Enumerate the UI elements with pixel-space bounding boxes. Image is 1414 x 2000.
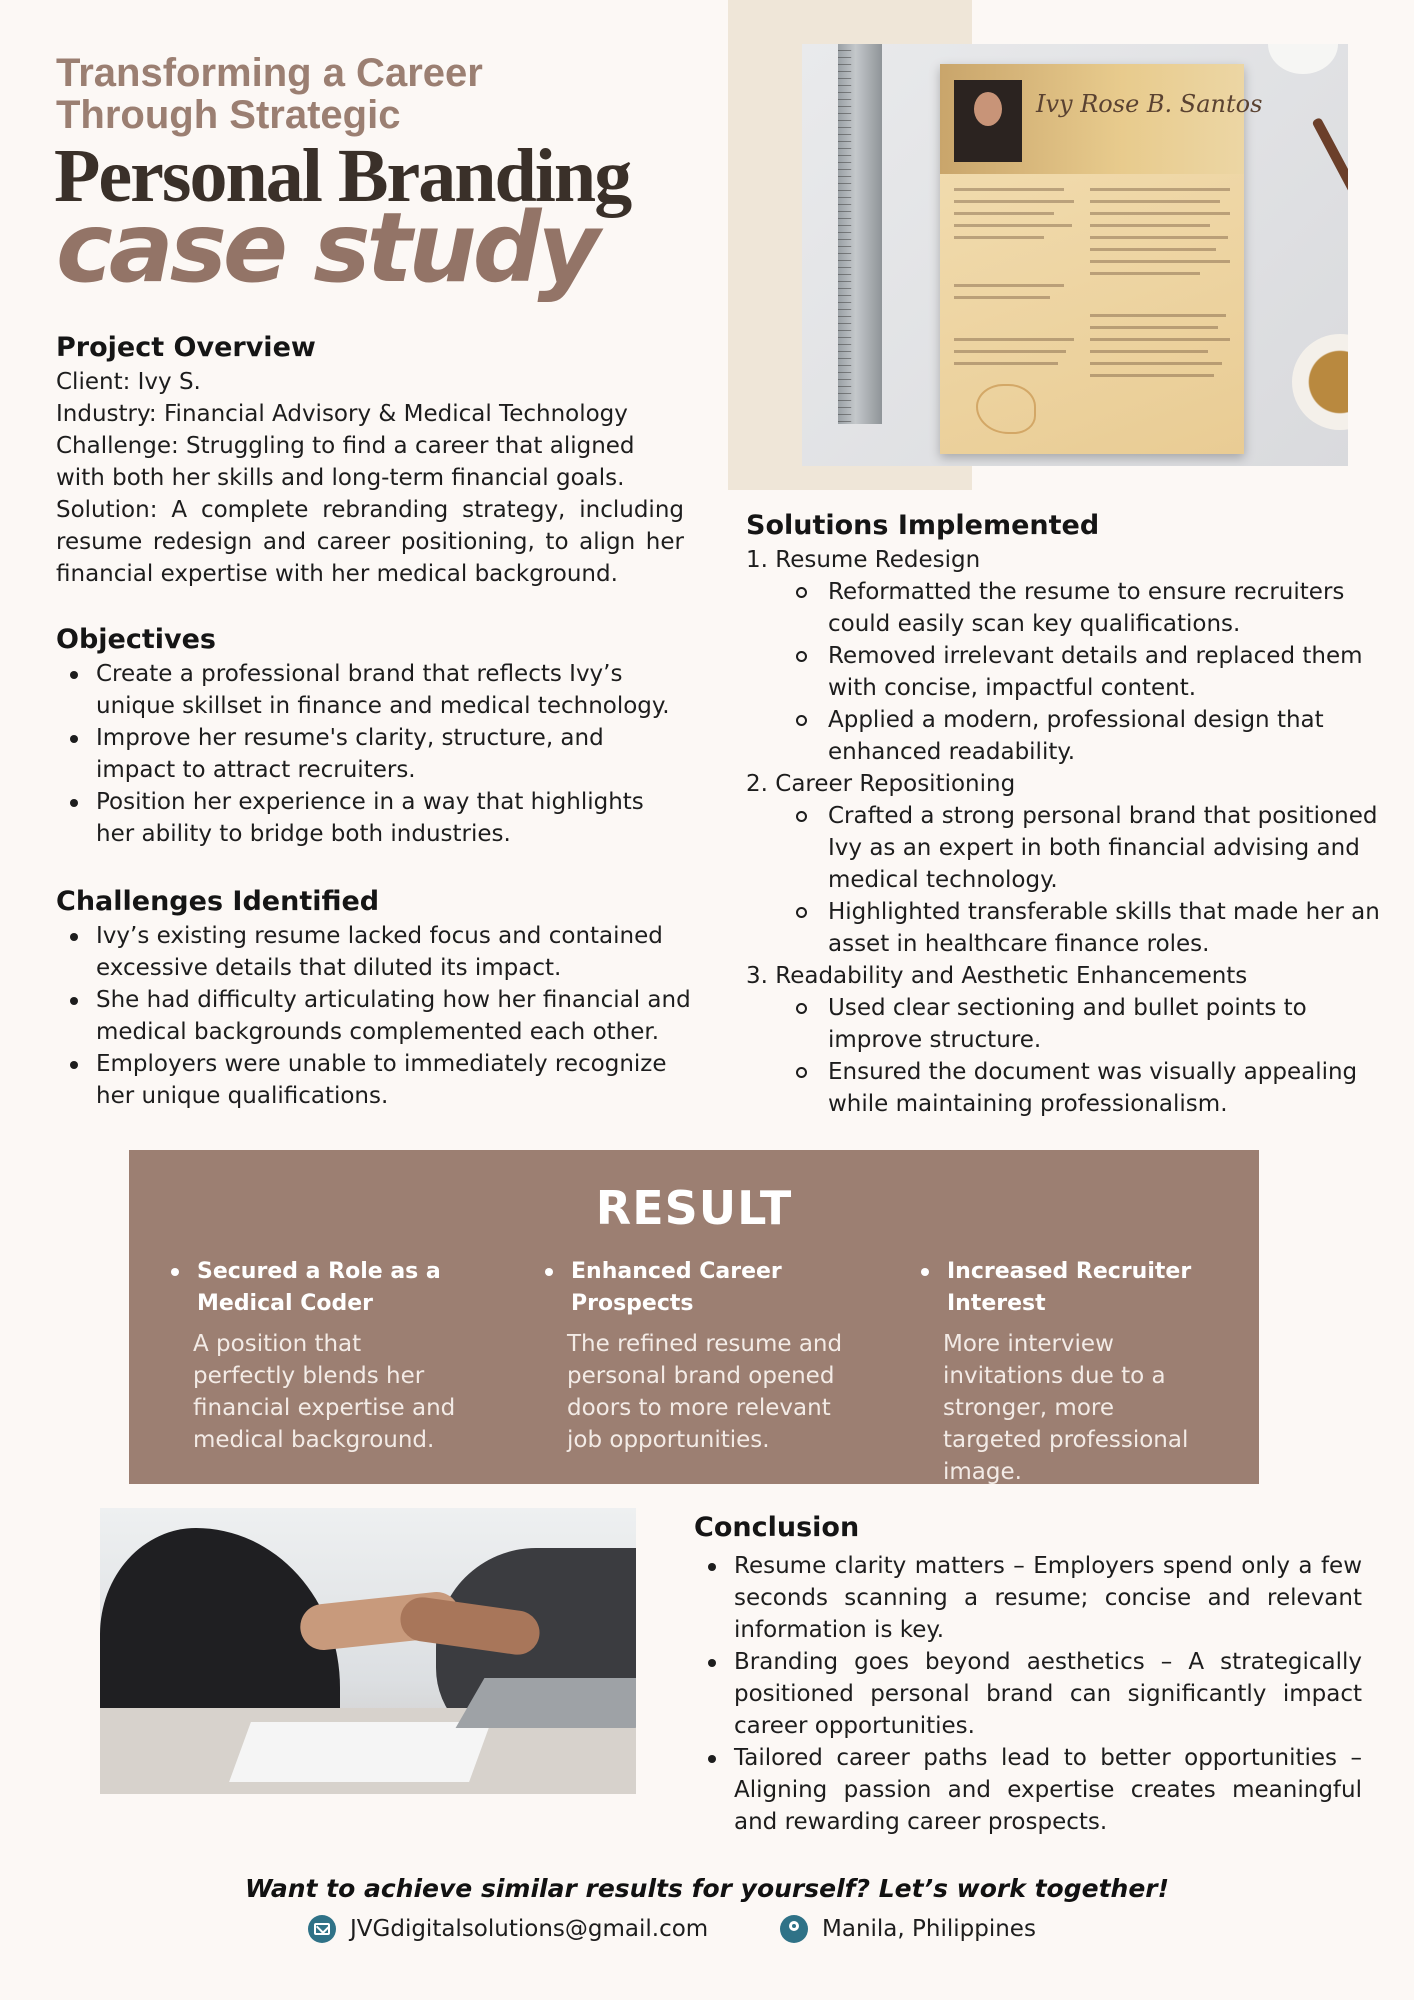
list-item: She had difficulty articulating how her financial and medical backgrounds complemented each other. (56, 984, 696, 1048)
location-contact (780, 1912, 1036, 1946)
result-item (543, 1256, 863, 1456)
objectives-heading: Objectives (56, 624, 216, 655)
pen-graphic (1311, 117, 1348, 201)
project-overview-heading: Project Overview (56, 332, 316, 363)
list-item: Improve her resume's clarity, structure, and impact to attract recruiters. (56, 722, 686, 786)
result-item (919, 1256, 1219, 1488)
ruler-graphic (838, 44, 882, 424)
list-item: Ensured the document was visually appealing while maintaining professionalism. (746, 1056, 1386, 1120)
kicker-line-2: Through Strategic (56, 93, 401, 137)
solution-group (746, 768, 1386, 960)
challenges-list (56, 920, 696, 1112)
list-item: Reformatted the resume to ensure recruiters could easily scan key qualifications. (746, 576, 1386, 640)
list-item: Ivy’s existing resume lacked focus and contained excessive details that diluted its impact. (56, 920, 696, 984)
list-item: Crafted a strong personal brand that positioned Ivy as an expert in both financial advising and medical technology. (746, 800, 1386, 896)
conclusion-list (694, 1550, 1362, 1838)
solution-group (746, 960, 1386, 1120)
page-subtitle: case study (56, 192, 597, 304)
list-item: Position her experience in a way that highlights her ability to bridge both industries. (56, 786, 686, 850)
coffee-cup-graphic (1292, 334, 1348, 430)
result-item-title: Enhanced Career Prospects (543, 1256, 863, 1320)
list-item: Branding goes beyond aesthetics – A strategically positioned personal brand can significantly impact career opportunities. (694, 1646, 1362, 1742)
plate-graphic (1268, 44, 1338, 74)
client-line: Client: Ivy S. (56, 369, 201, 395)
page-title: Personal Branding (54, 134, 631, 218)
conclusion-heading: Conclusion (694, 1512, 860, 1543)
solution-group-title: 1. Resume Redesign (746, 547, 981, 573)
call-to-action: Want to achieve similar results for yourself? Let’s work together! (244, 1874, 1170, 1903)
list-item: Used clear sectioning and bullet points to improve structure. (746, 992, 1386, 1056)
challenges-heading: Challenges Identified (56, 886, 380, 917)
solutions-list (746, 544, 1386, 1120)
list-item: Resume clarity matters – Employers spend only a few seconds scanning a resume; concise and relevant information is key. (694, 1550, 1362, 1646)
result-heading: RESULT (595, 1181, 793, 1235)
solution-line: Solution: A complete rebranding strategy, including resume redesign and career positioning, to align her financial expertise with her medical background. (56, 497, 684, 587)
resume-mockup-image (802, 44, 1348, 466)
list-item: Employers were unable to immediately recognize her unique qualifications. (56, 1048, 696, 1112)
location-text: Manila, Philippines (822, 1916, 1036, 1942)
list-item: Highlighted transferable skills that made her an asset in healthcare finance roles. (746, 896, 1386, 960)
solution-group-title: 3. Readability and Aesthetic Enhancements (746, 963, 1248, 989)
resume-paper (940, 64, 1263, 454)
result-item (169, 1256, 469, 1456)
result-item-body: The refined resume and personal brand opened doors to more relevant job opportunities. (567, 1331, 843, 1453)
project-overview-section (56, 330, 684, 590)
list-item: Removed irrelevant details and replaced them with concise, impactful content. (746, 640, 1386, 704)
list-item: Applied a modern, professional design that enhanced readability. (746, 704, 1386, 768)
result-panel (129, 1150, 1259, 1484)
result-item-title: Increased Recruiter Interest (919, 1256, 1219, 1320)
challenge-line: Challenge: Struggling to find a career that aligned with both her skills and long-term financial goals. (56, 433, 635, 491)
email-address[interactable]: JVGdigitalsolutions@gmail.com (350, 1916, 709, 1942)
location-pin-icon (780, 1915, 808, 1943)
page-kicker (56, 52, 676, 136)
portrait-photo (954, 80, 1022, 162)
mail-icon (308, 1915, 336, 1943)
flower-illustration (976, 384, 1036, 434)
result-item-body: A position that perfectly blends her financial expertise and medical background. (193, 1331, 456, 1453)
handshake-photo (100, 1508, 636, 1794)
solutions-section (746, 508, 1386, 1120)
list-item: Create a professional brand that reflects Ivy’s unique skillset in finance and medical technology. (56, 658, 686, 722)
list-item: Tailored career paths lead to better opportunities – Aligning passion and expertise creates meaningful and rewarding career prospects. (694, 1742, 1362, 1838)
email-contact[interactable] (308, 1912, 708, 1946)
industry-line: Industry: Financial Advisory & Medical Technology (56, 401, 628, 427)
conclusion-section (694, 1510, 1362, 1838)
solution-group-title: 2. Career Repositioning (746, 771, 1016, 797)
objectives-section (56, 622, 686, 850)
challenges-section (56, 884, 696, 1112)
result-item-title: Secured a Role as a Medical Coder (169, 1256, 469, 1320)
objectives-list (56, 658, 686, 850)
kicker-line-1: Transforming a Career (56, 51, 483, 95)
solution-group (746, 544, 1386, 768)
solutions-heading: Solutions Implemented (746, 510, 1100, 541)
resume-signature: Ivy Rose B. Santos (1036, 90, 1263, 118)
result-item-body: More interview invitations due to a stronger, more targeted professional image. (943, 1331, 1189, 1485)
